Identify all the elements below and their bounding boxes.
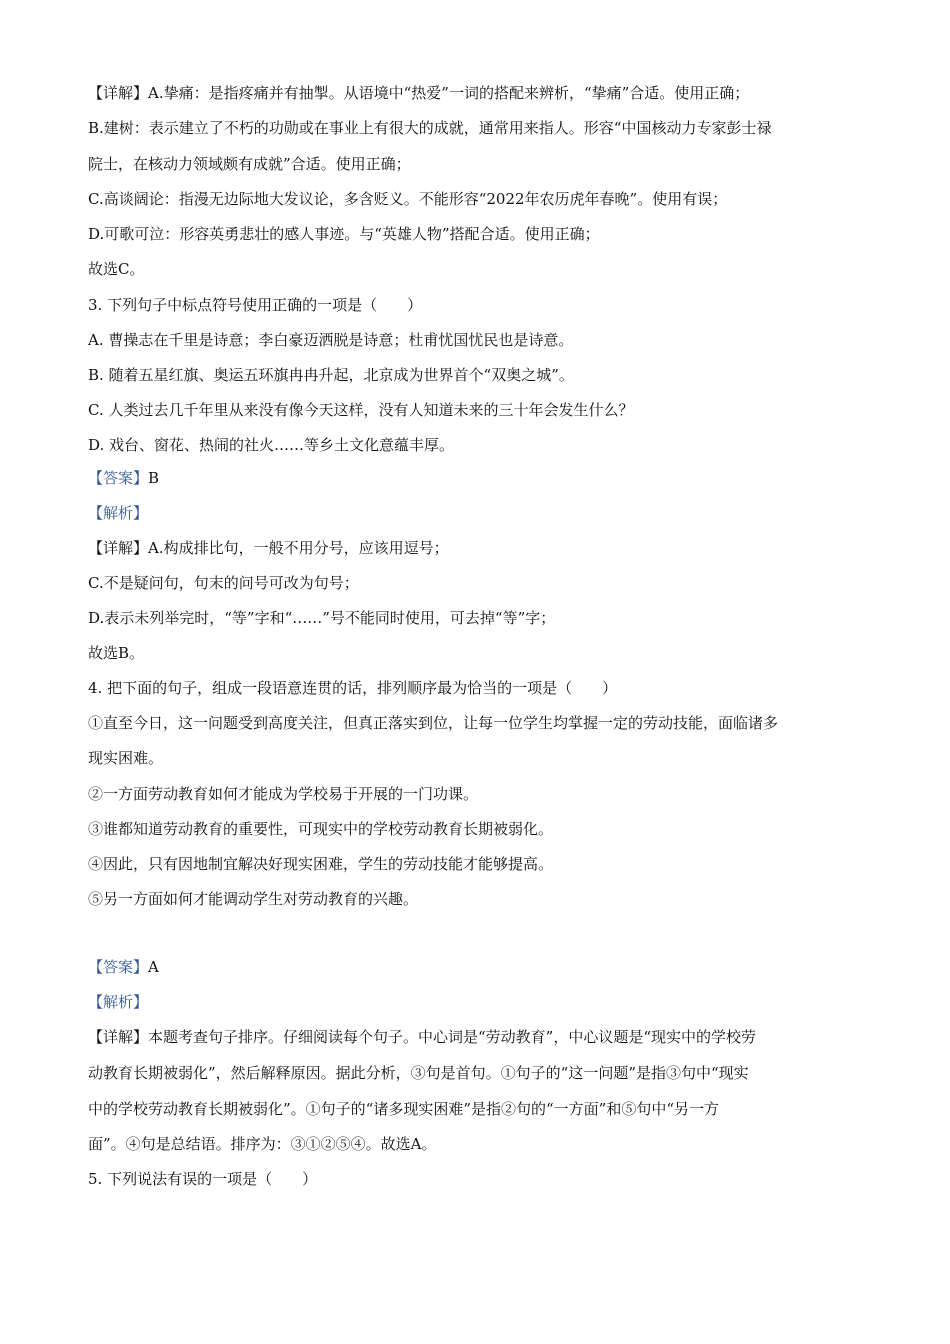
detail-line-d: D.可歌可泣：形容英勇悲壮的感人事迹。与“英雄人物”搭配合适。使用正确；	[88, 225, 600, 243]
question-4-sentence-5: ⑤另一方面如何才能调动学生对劳动教育的兴趣。	[88, 890, 419, 908]
question-3-stem: 3. 下列句子中标点符号使用正确的一项是（ ）	[88, 296, 423, 314]
question-4-detail-3: 中的学校劳动教育长期被弱化”。①句子的“诸多现实困难”是指②句的“一方面”和⑤句中“另一方	[88, 1100, 720, 1118]
question-3-analysis-tag: 【解析】	[88, 504, 149, 522]
question-4-detail-4: 面”。④句是总结语。排序为：③①②⑤④。故选A。	[88, 1135, 437, 1153]
question-4-sentence-2: ②一方面劳动教育如何才能成为学校易于开展的一门功课。	[88, 785, 479, 803]
detail-tag: 【详解】	[88, 1028, 149, 1046]
detail-tag: 【详解】	[88, 539, 149, 557]
question-3-option-c: C. 人类过去几千年里从来没有像今天这样，没有人知道未来的三十年会发生什么？	[88, 401, 634, 419]
question-4-sentence-1: ①直至今日，这一问题受到高度关注，但真正落实到位，让每一位学生均掌握一定的劳动技能，面临诸多	[88, 714, 779, 732]
detail-line-b: B.建树：表示建立了不朽的功勋或在事业上有很大的成就，通常用来指人。形容“中国核动力专家彭士禄	[88, 119, 772, 137]
question-4-analysis-tag: 【解析】	[88, 993, 149, 1011]
detail-line-c: C.高谈阔论：指漫无边际地大发议论，多含贬义。不能形容“2022年农历虎年春晚”。使用有误；	[88, 190, 728, 208]
answer-tag: 【答案】	[88, 469, 149, 487]
question-3-detail-d: D.表示未列举完时，“等”字和“……”号不能同时使用，可去掉“等”字；	[88, 609, 556, 627]
question-4-detail-1: 【详解】本题考查句子排序。仔细阅读每个句子。中心词是“劳动教育”，中心议题是“现实中的学校劳	[88, 1028, 757, 1046]
question-4-detail-2: 动教育长期被弱化”，然后解释原因。据此分析，③句是首句。①句子的“这一问题”是指③句中“现实	[88, 1064, 749, 1082]
question-3-option-d: D. 戏台、窗花、热闹的社火……等乡土文化意蕴丰厚。	[88, 436, 455, 454]
conclusion-line: 故选C。	[88, 260, 145, 278]
detail-line-b-cont: 院士，在核动力领域颇有成就”合适。使用正确；	[88, 155, 411, 173]
detail-tag: 【详解】	[88, 84, 149, 102]
answer-value: A	[148, 958, 159, 976]
question-3-option-b: B. 随着五星红旗、奥运五环旗冉冉升起，北京成为世界首个“双奥之城”。	[88, 366, 574, 384]
question-4-sentence-4: ④因此，只有因地制宜解决好现实困难，学生的劳动技能才能够提高。	[88, 855, 554, 873]
answer-tag: 【答案】	[88, 958, 149, 976]
question-3-conclusion: 故选B。	[88, 644, 145, 662]
question-3-option-a: A. 曹操志在千里是诗意；李白豪迈洒脱是诗意；杜甫忧国忧民也是诗意。	[88, 331, 574, 349]
question-3-answer	[88, 467, 868, 489]
question-4-answer	[88, 956, 868, 978]
question-3-detail-a: 【详解】A.构成排比句，一般不用分号，应该用逗号；	[88, 539, 449, 557]
question-5-stem: 5. 下列说法有误的一项是（ ）	[88, 1170, 318, 1188]
question-4-stem: 4. 把下面的句子，组成一段语意连贯的话，排列顺序最为恰当的一项是（ ）	[88, 679, 618, 697]
answer-value: B	[148, 469, 160, 487]
question-4-sentence-1-cont: 现实困难。	[88, 749, 164, 767]
detail-line-a: 【详解】A.挚痛：是指疼痛并有抽掣。从语境中“热爱”一词的搭配来辨析，“挚痛”合适。使用正确；	[88, 84, 750, 102]
question-4-sentence-3: ③谁都知道劳动教育的重要性，可现实中的学校劳动教育长期被弱化。	[88, 820, 554, 838]
question-3-detail-c: C.不是疑问句，句末的问号可改为句号；	[88, 574, 359, 592]
